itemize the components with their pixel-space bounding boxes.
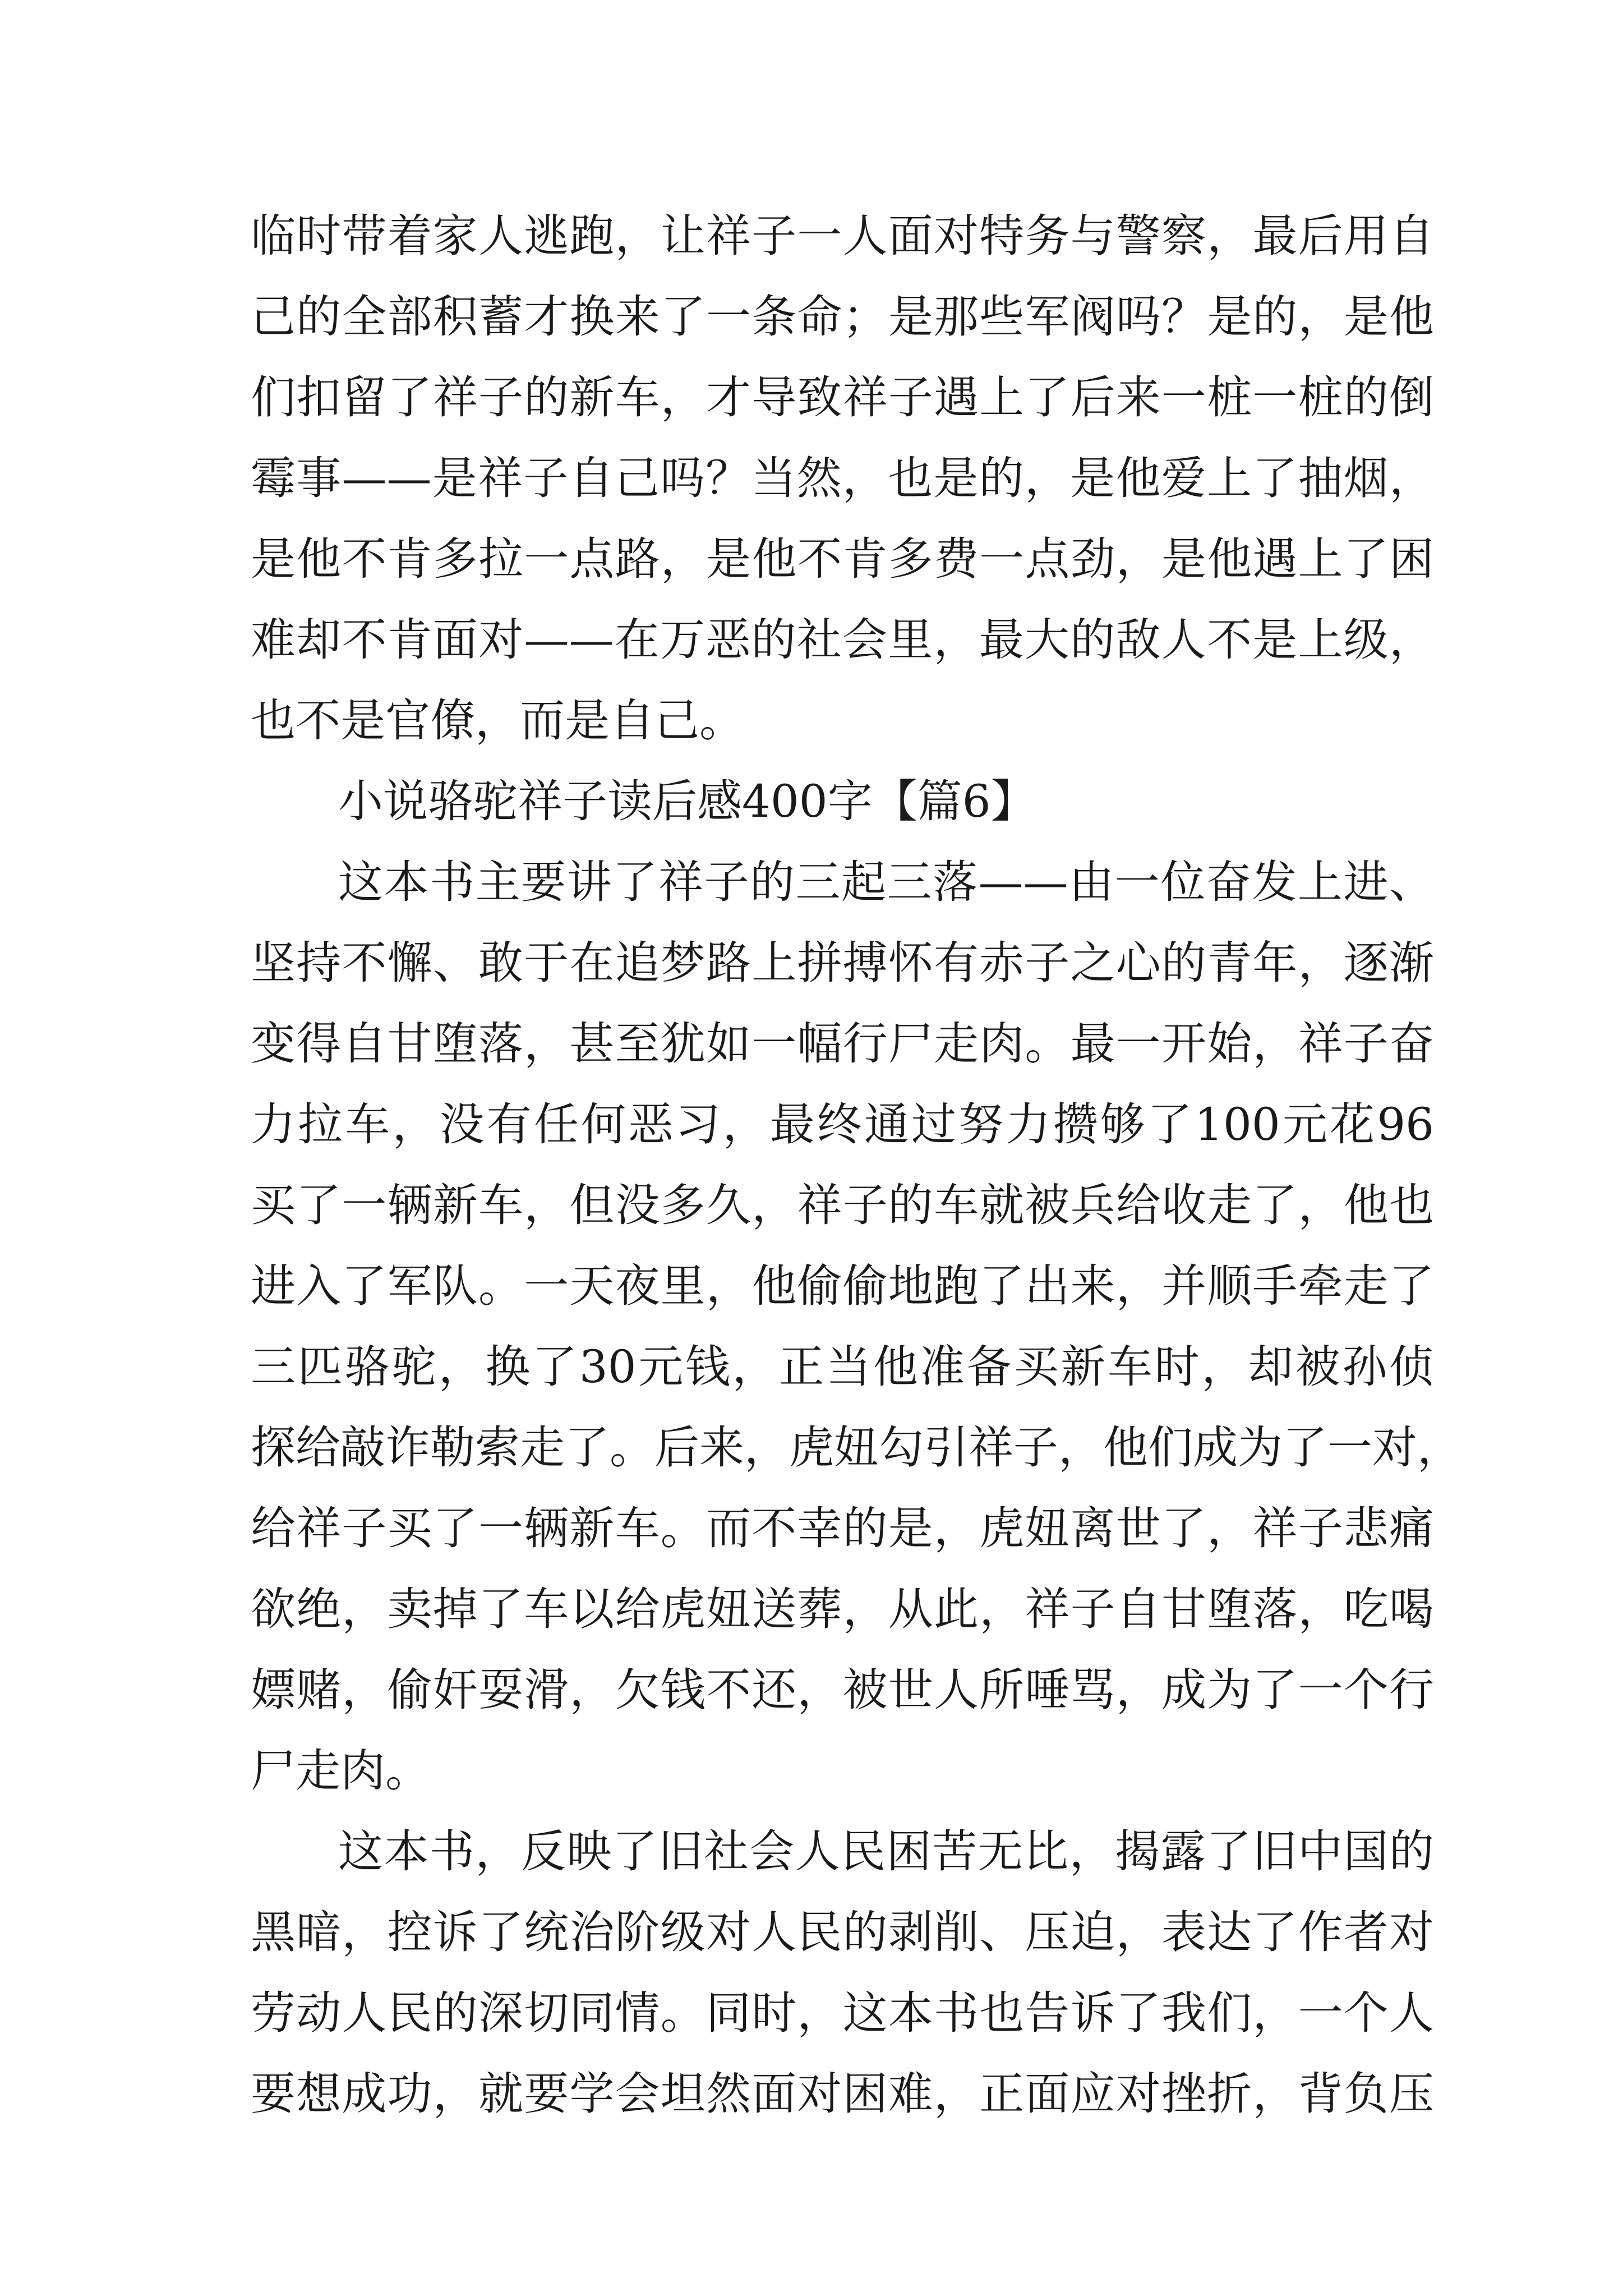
text-line: 给祥子买了一辆新车。而不幸的是，虎妞离世了，祥子悲痛 xyxy=(251,1502,1434,1554)
text-line: 己的全部积蓄才换来了一条命；是那些军阀吗？是的，是他 xyxy=(251,291,1434,343)
text-line: 劳动人民的深切同情。同时，这本书也告诉了我们，一个人 xyxy=(251,1987,1434,2039)
text-line: 是他不肯多拉一点路，是他不肯多费一点劲，是他遇上了困 xyxy=(251,533,1434,585)
text-line: 欲绝，卖掉了车以给虎妞送葬，从此，祥子自甘堕落，吃喝 xyxy=(251,1583,1434,1635)
text-line: 尸走肉。 xyxy=(251,1745,430,1797)
text-line: 力拉车，没有任何恶习，最终通过努力攒够了100元花96 xyxy=(251,1098,1434,1151)
text-line: 嫖赌，偷奸耍滑，欠钱不还，被世人所唾骂，成为了一个行 xyxy=(251,1664,1434,1716)
text-line: 这本书主要讲了祥子的三起三落——由一位奋发上进、 xyxy=(338,856,1434,908)
text-line: 买了一辆新车，但没多久，祥子的车就被兵给收走了，他也 xyxy=(251,1179,1434,1231)
text-line: 黑暗，控诉了统治阶级对人民的剥削、压迫，表达了作者对 xyxy=(251,1906,1434,1958)
text-line: 这本书，反映了旧社会人民困苦无比，揭露了旧中国的 xyxy=(338,1825,1434,1878)
text-line: 们扣留了祥子的新车，才导致祥子遇上了后来一桩一桩的倒 xyxy=(251,371,1434,424)
text-line: 临时带着家人逃跑，让祥子一人面对特务与警察，最后用自 xyxy=(251,210,1434,262)
text-line: 也不是官僚，而是自己。 xyxy=(251,694,744,747)
text-line: 探给敲诈勒索走了。后来，虎妞勾引祥子，他们成为了一对， xyxy=(251,1421,1462,1474)
text-line: 霉事——是祥子自己吗？当然，也是的，是他爱上了抽烟， xyxy=(251,452,1434,504)
text-line: 要想成功，就要学会坦然面对困难，正面应对挫折，背负压 xyxy=(251,2068,1434,2120)
text-line: 进入了军队。一天夜里，他偷偷地跑了出来，并顺手牵走了 xyxy=(251,1260,1434,1312)
text-line: 坚持不懈、敢于在追梦路上拼搏怀有赤子之心的青年，逐渐 xyxy=(251,937,1434,989)
section-heading: 小说骆驼祥子读后感400字【篇6】 xyxy=(338,775,1036,827)
text-line: 变得自甘堕落，甚至犹如一幅行尸走肉。最一开始，祥子奋 xyxy=(251,1018,1434,1070)
text-line: 难却不肯面对——在万恶的社会里，最大的敌人不是上级， xyxy=(251,614,1434,666)
text-line: 三匹骆驼，换了30元钱，正当他准备买新车时，却被孙侦 xyxy=(251,1341,1434,1393)
